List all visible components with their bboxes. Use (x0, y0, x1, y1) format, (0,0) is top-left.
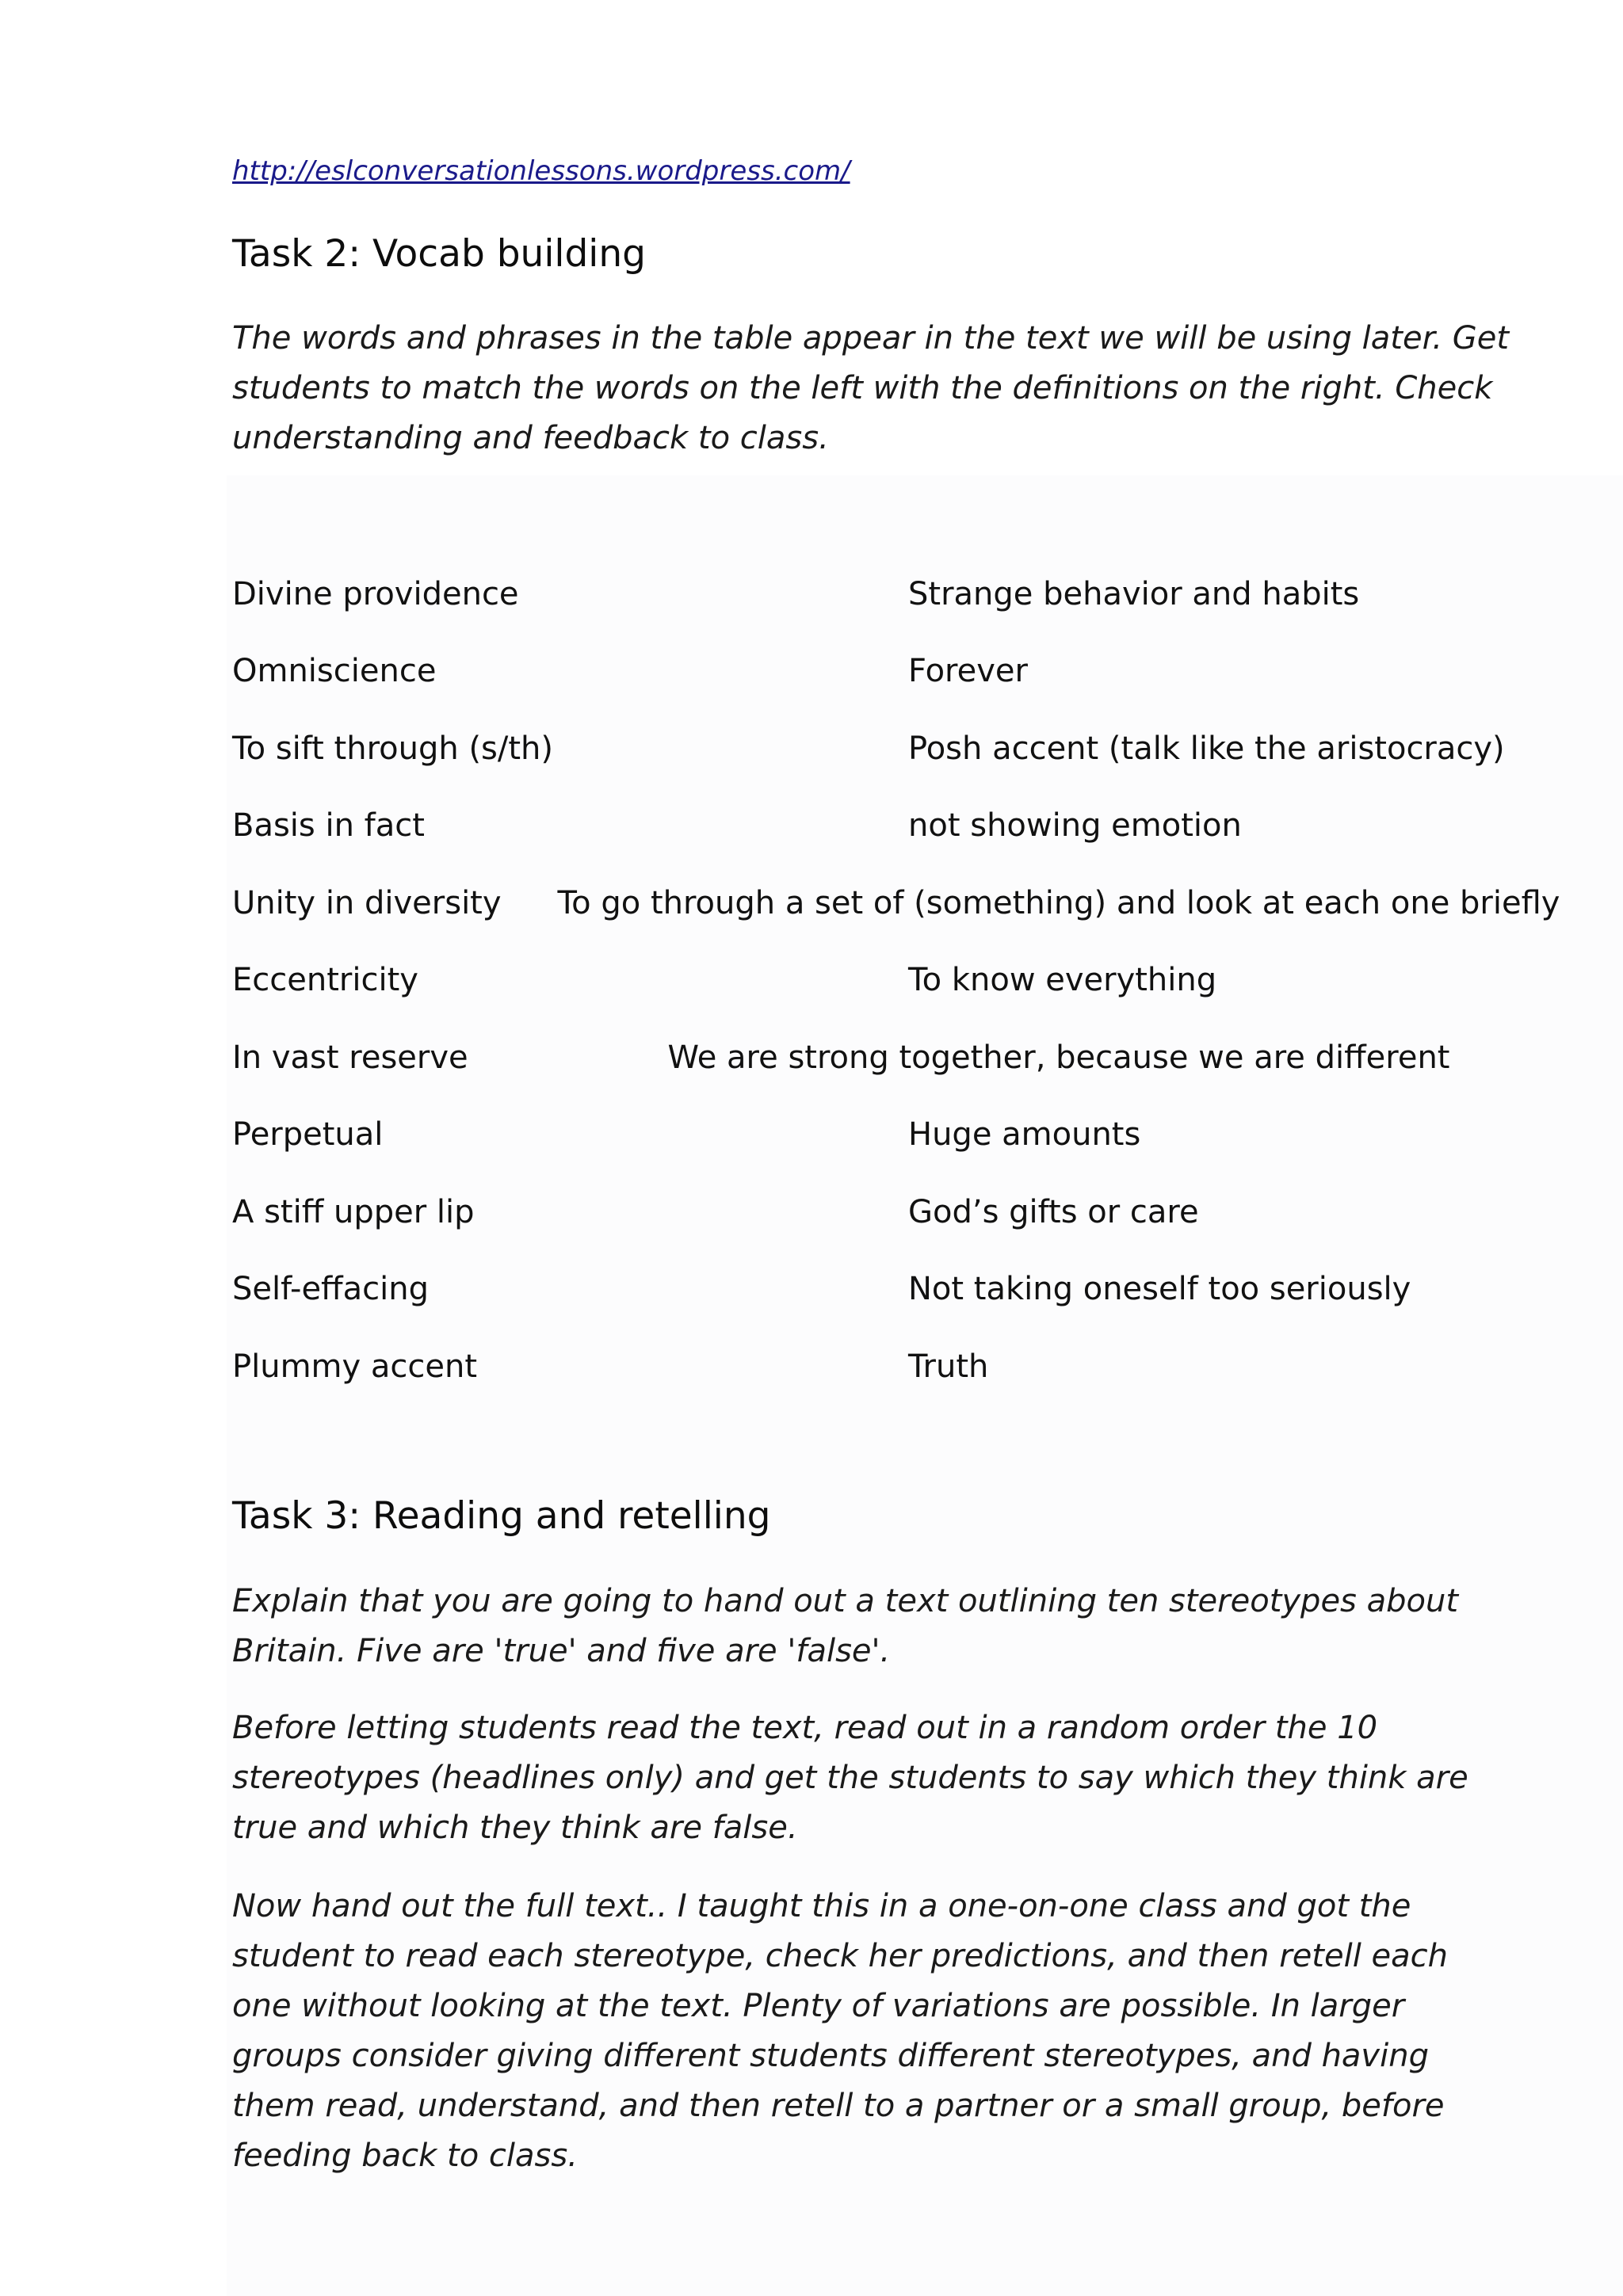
vocab-definition: We are strong together, because we are different (667, 1039, 1450, 1076)
vocab-definition: Not taking oneself too seriously (908, 1271, 1411, 1307)
vocab-definition: Huge amounts (908, 1116, 1141, 1153)
vocab-term: Omniscience (232, 653, 437, 689)
vocab-term: Basis in fact (232, 807, 425, 844)
vocab-term: A stiff upper lip (232, 1194, 475, 1230)
vocab-row (0, 725, 1623, 772)
vocab-definition: To know everything (908, 962, 1217, 998)
vocab-row (0, 570, 1623, 618)
vocab-definition: God’s gifts or care (908, 1194, 1199, 1230)
vocab-definition: Posh accent (talk like the aristocracy) (908, 730, 1505, 767)
vocab-term: Unity in diversity (232, 885, 502, 921)
vocab-row (0, 956, 1623, 1004)
vocab-definition: Truth (908, 1348, 989, 1385)
vocab-row (0, 647, 1623, 695)
vocab-term: Self-effacing (232, 1271, 429, 1307)
vocab-term: To sift through (s/th) (232, 730, 553, 767)
vocab-term: Plummy accent (232, 1348, 478, 1385)
vocab-row (0, 1034, 1623, 1081)
vocab-row (0, 879, 1623, 927)
task2-heading: Task 2: Vocab building (232, 232, 646, 276)
vocab-row (0, 1265, 1623, 1313)
vocab-row (0, 1111, 1623, 1158)
source-link[interactable]: http://eslconversationlessons.wordpress.com/ (232, 155, 850, 187)
vocab-row (0, 1343, 1623, 1390)
vocab-definition: Strange behavior and habits (908, 576, 1360, 612)
vocab-definition: To go through a set of (something) and look at each one briefly (557, 885, 1560, 921)
vocab-term: Perpetual (232, 1116, 384, 1153)
vocab-definition: not showing emotion (908, 807, 1242, 844)
task3-paragraph: Explain that you are going to hand out a text outlining ten stereotypes about Britain. Five are 'true' and five are 'false'. (232, 1583, 1459, 1669)
vocab-term: In vast reserve (232, 1039, 468, 1076)
task3-heading: Task 3: Reading and retelling (232, 1494, 771, 1538)
vocab-term: Divine providence (232, 576, 519, 612)
task2-instructions: The words and phrases in the table appear in the text we will be using later. Get students to match the words on the left with the definitions on the right. Check understanding and feedback to class. (232, 320, 1510, 456)
vocab-definition: Forever (908, 653, 1028, 689)
vocab-term: Eccentricity (232, 962, 418, 998)
task3-paragraph: Now hand out the full text.. I taught this in a one-on-one class and got the student to read each stereotype, check her predictions, and then retell each one without looking at the text. Plenty of variations are possible. In larger groups consider giving different students different stereotypes, and having them read, understand, and then retell to a partner or a small group, before feeding back to class. (232, 1888, 1449, 2174)
vocab-row (0, 1188, 1623, 1236)
vocab-row (0, 802, 1623, 849)
task3-paragraph: Before letting students read the text, read out in a random order the 10 stereotypes (headlines only) and get the students to say which they think are true and which they think are false. (232, 1710, 1468, 1846)
